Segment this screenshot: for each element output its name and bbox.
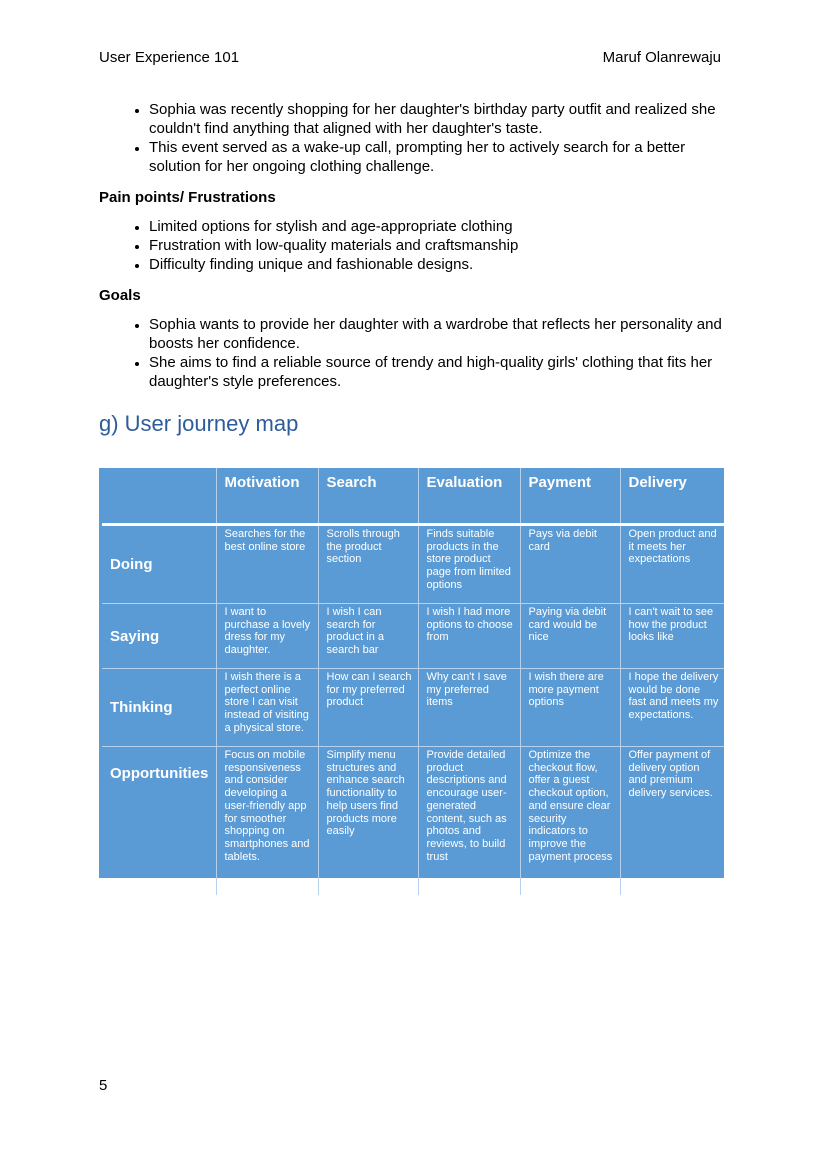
journey-map-heading: g) User journey map — [99, 411, 299, 436]
list-item: • Limited options for stylish and age-appropriate clothing — [149, 217, 723, 236]
column-header-search: Search — [318, 468, 418, 525]
row-header-thinking: Thinking — [102, 669, 216, 747]
table-cell: Simplify menu structures and enhance search functionality to help users find products more easily — [318, 747, 418, 896]
pain-points-list — [99, 217, 723, 274]
header-author: Maruf Olanrewaju — [602, 49, 721, 66]
table-row — [102, 747, 724, 896]
row-header-saying: Saying — [102, 604, 216, 669]
journey-map-table — [99, 468, 724, 878]
list-item: • This event served as a wake-up call, prompting her to actively search for a better solution for her ongoing clothing challenge. — [149, 138, 723, 176]
table-cell: I wish there is a perfect online store I can visit instead of visiting a physical store. — [216, 669, 318, 747]
table-cell: Offer payment of delivery option and premium delivery services. — [620, 747, 724, 896]
table-cell: Scrolls through the product section — [318, 525, 418, 604]
table-cell: Paying via debit card would be nice — [520, 604, 620, 669]
table-cell: Why can't I save my preferred items — [418, 669, 520, 747]
table-cell: Focus on mobile responsiveness and consider developing a user-friendly app for smoother shopping on smartphones and tablets. — [216, 747, 318, 896]
table-cell: I hope the delivery would be done fast and meets my expectations. — [620, 669, 724, 747]
goals-list — [99, 315, 723, 391]
table-cell: Pays via debit card — [520, 525, 620, 604]
list-item: • Frustration with low-quality materials and craftsmanship — [149, 236, 723, 255]
corner-cell — [102, 468, 216, 525]
list-item: • Sophia was recently shopping for her daughter's birthday party outfit and realized she couldn't find anything that aligned with her daughter's taste. — [149, 100, 723, 138]
table-cell: Open product and it meets her expectations — [620, 525, 724, 604]
table-cell: I want to purchase a lovely dress for my daughter. — [216, 604, 318, 669]
column-header-motivation: Motivation — [216, 468, 318, 525]
pain-points-heading: Pain points/ Frustrations — [99, 189, 276, 206]
row-header-opportunities: Opportunities — [102, 747, 216, 896]
list-item: • Difficulty finding unique and fashionable designs. — [149, 255, 723, 274]
column-header-evaluation: Evaluation — [418, 468, 520, 525]
header-title: User Experience 101 — [99, 49, 240, 66]
list-item: • Sophia wants to provide her daughter with a wardrobe that reflects her personality and boosts her confidence. — [149, 315, 723, 353]
page-number: 5 — [99, 1077, 108, 1094]
page-body — [99, 100, 723, 391]
table-row — [102, 604, 724, 669]
column-header-delivery: Delivery — [620, 468, 724, 525]
table-cell: I wish I can search for product in a search bar — [318, 604, 418, 669]
table-cell: I wish there are more payment options — [520, 669, 620, 747]
table-cell: Searches for the best online store — [216, 525, 318, 604]
goals-heading: Goals — [99, 287, 141, 304]
row-header-doing: Doing — [110, 556, 153, 573]
table-cell: Provide detailed product descriptions and encourage user-generated content, such as photos and reviews, to build trust — [418, 747, 520, 896]
column-header-payment: Payment — [520, 468, 620, 525]
table-cell: Optimize the checkout flow, offer a guest checkout option, and ensure clear security indicators to improve the payment process — [520, 747, 620, 896]
table-cell: How can I search for my preferred product — [318, 669, 418, 747]
table-cell: Finds suitable products in the store product page from limited options — [418, 525, 520, 604]
list-item: • She aims to find a reliable source of trendy and high-quality girls' clothing that fits her daughter's style preferences. — [149, 353, 723, 391]
table-row — [102, 525, 724, 604]
table-row — [102, 669, 724, 747]
table-cell: I can't wait to see how the product looks like — [620, 604, 724, 669]
table-cell: I wish I had more options to choose from — [418, 604, 520, 669]
intro-bullet-list — [99, 100, 723, 176]
